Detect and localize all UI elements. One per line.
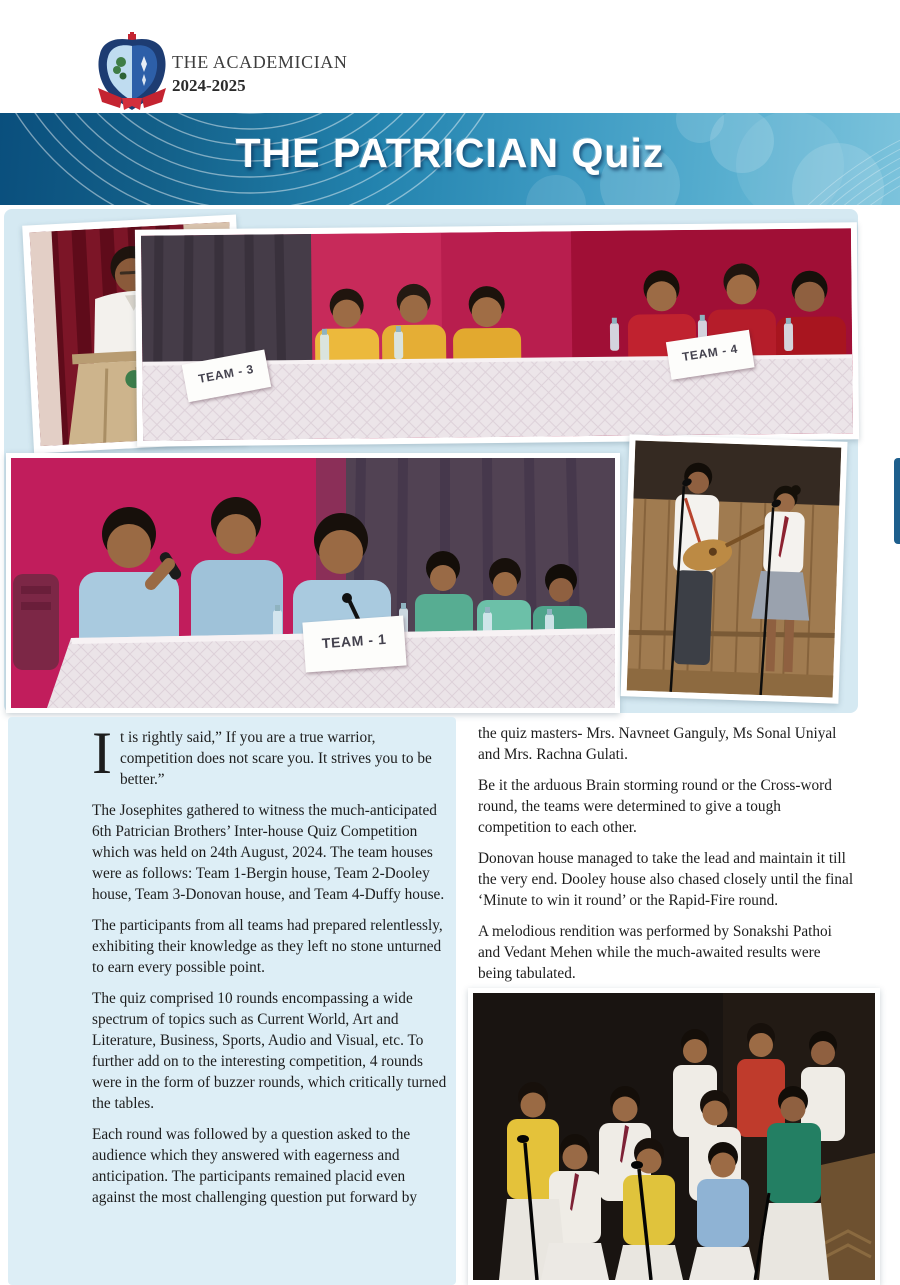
team-3-table-card: TEAM - 3	[182, 349, 272, 402]
paragraph: the quiz masters- Mrs. Navneet Ganguly, Ms Sonal Uniyal and Mrs. Rachna Gulati.	[478, 725, 837, 763]
paragraph: A melodious rendition was performed by Sonakshi Pathoi and Vedant Mehen while the much-awaited results were being tabulated.	[478, 923, 832, 982]
photo-choir-group	[468, 988, 880, 1285]
paragraph: The participants from all teams had prepared relentlessly, exhibiting their knowledge as they left no stone unturned to earn every possible point.	[92, 917, 443, 976]
team-4-table-card: TEAM - 4	[666, 330, 755, 380]
magazine-title: THE ACADEMICIAN	[172, 52, 348, 72]
article-banner	[0, 113, 900, 205]
paragraph: Donovan house managed to take the lead and maintain it till the very end. Dooley house also chased closely until the final ‘Minute to win it round’ or the Rapid-Fire round.	[478, 850, 854, 909]
article-column-left	[92, 720, 450, 1218]
photo-quiz-teams-3-4	[135, 222, 859, 447]
paragraph: Each round was followed by a question asked to the audience which they answered with eagerness and anticipation. The participants remained placid even against the most challenging question put forward by	[92, 1126, 417, 1206]
right-edge-accent-bar	[894, 458, 900, 544]
team-1-table-card: TEAM - 1	[302, 616, 406, 673]
paragraph-intro: It is rightly said,” If you are a true warrior, competition does not scare you. It strives you to be better.”	[92, 720, 432, 788]
masthead	[172, 52, 348, 96]
paragraph: The Josephites gathered to witness the much-anticipated 6th Patrician Brothers’ Inter-house Quiz Competition which was held on 24th August, 2024. The team houses were as follows: Team 1-Bergin house, Team 2-Dooley house, Team 3-Donovan house, and Team 4-Duffy house.	[92, 802, 445, 903]
article-title: THE PATRICIAN Quiz	[235, 130, 665, 176]
article-column-right	[478, 723, 854, 994]
paragraph: The quiz comprised 10 rounds encompassing a wide spectrum of topics such as Current World, Art and Literature, Business, Sports, Audio and Visual, etc. To further add on to the interesting competition, 4 rounds were in the form of buzzer rounds, which critically turned the tables.	[92, 990, 447, 1112]
drop-cap: I	[92, 720, 112, 786]
school-crest-icon	[92, 32, 172, 112]
photo-duet-performance	[620, 434, 847, 703]
paragraph: Be it the arduous Brain storming round or the Cross-word round, the teams were determined to give a tough competition to each other.	[478, 777, 832, 836]
photo-quiz-team-1	[6, 453, 620, 713]
magazine-year: 2024-2025	[172, 76, 246, 95]
page-header	[0, 0, 900, 113]
